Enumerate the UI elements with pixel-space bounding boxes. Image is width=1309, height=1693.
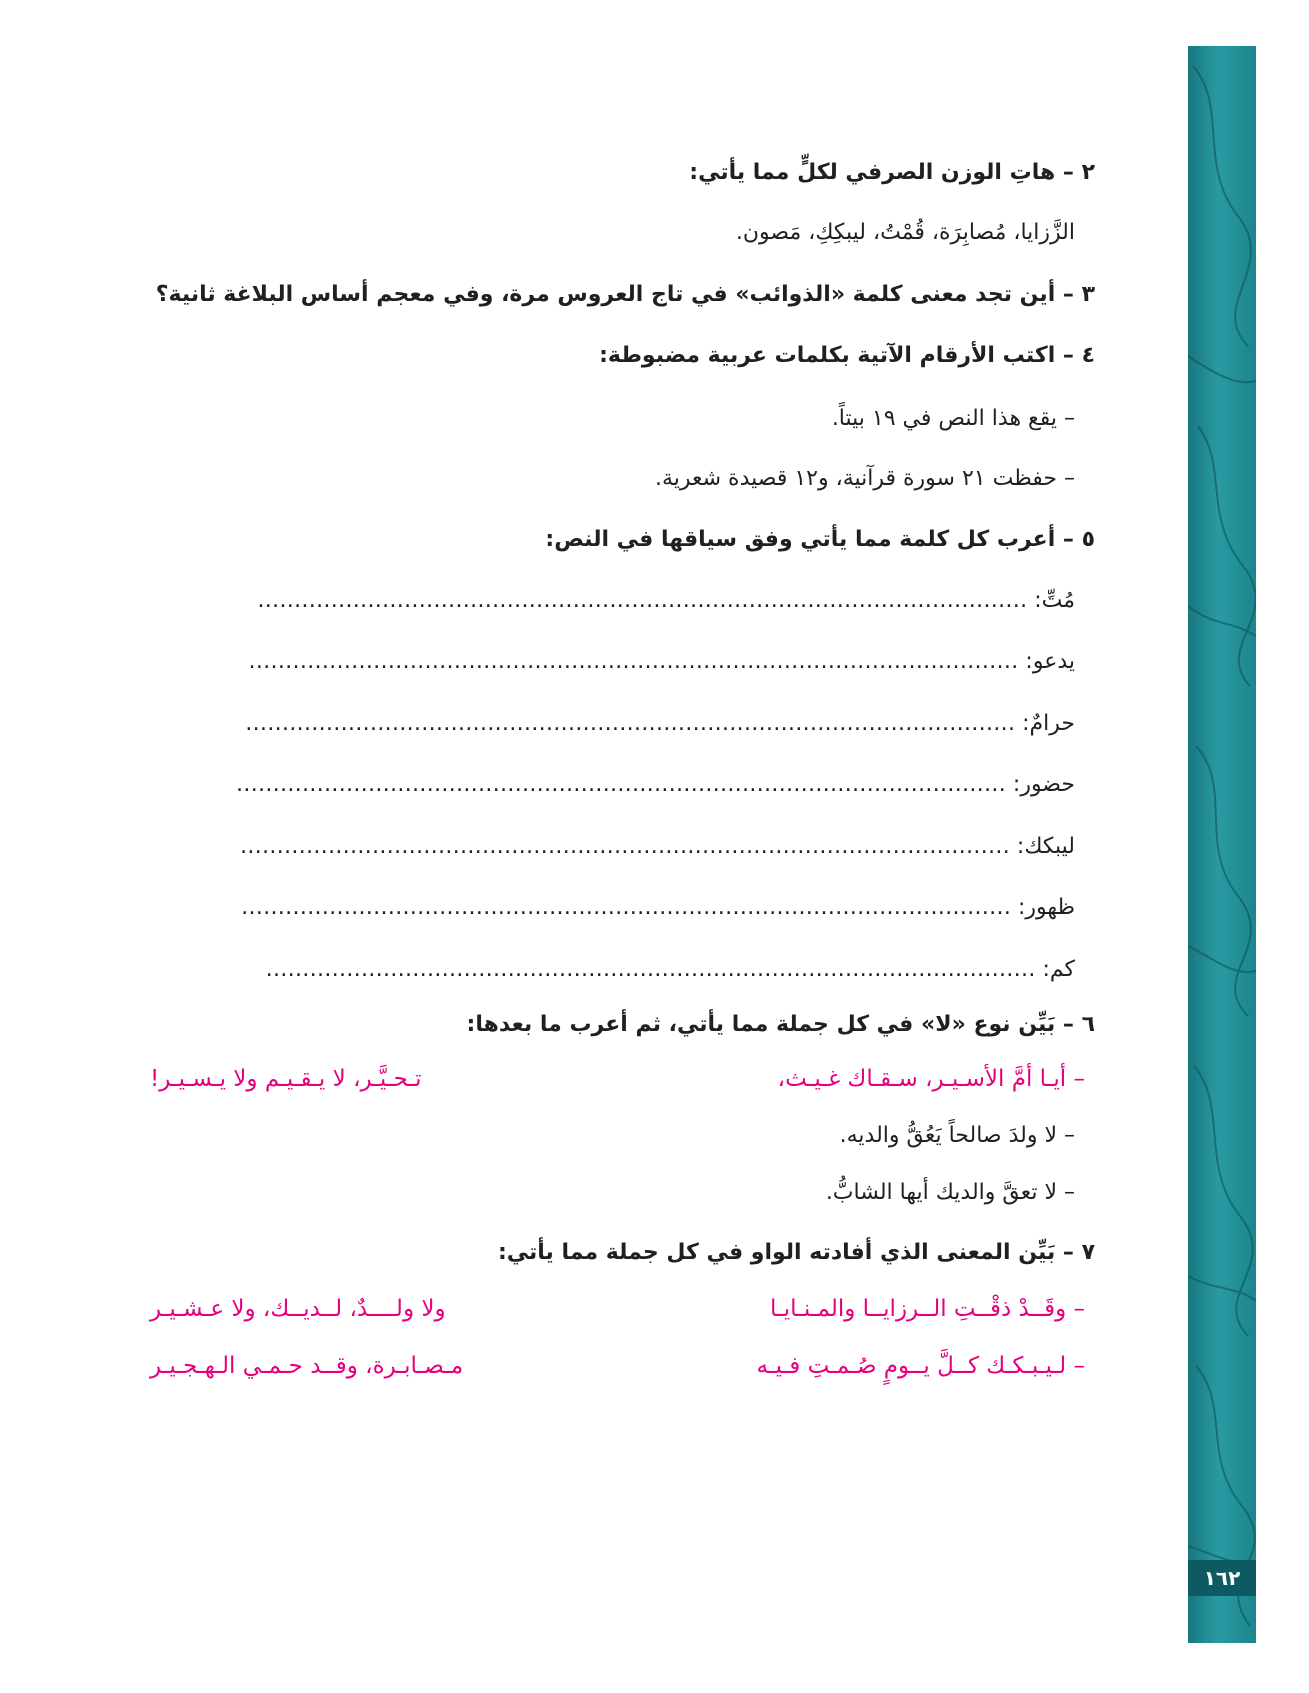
question-3-title: ٣ – أين تجد معنى كلمة «الذوائب» في تاج العروس مرة، وفي معجم أساس البلاغة ثانية؟	[155, 282, 1095, 307]
question-4-title: ٤ – اكتب الأرقام الآتية بكلمات عربية مضبوطة:	[599, 343, 1095, 368]
answer-dots: ……………………………………………………………………………………………	[245, 711, 1016, 736]
parse-word: كم:	[1042, 957, 1075, 982]
decorative-side-band	[1188, 46, 1256, 1643]
parse-word: ليبكك:	[1016, 834, 1075, 859]
verse-first-hemistich: – أيـا أمَّ الأسـيـر، سـقـاك غـيـث،	[777, 1066, 1085, 1092]
parse-line-2	[248, 649, 1075, 674]
answer-dots: ……………………………………………………………………………………………	[240, 895, 1011, 920]
question-6-item-2: – لا تعقَّ والديك أيها الشابُّ.	[825, 1180, 1075, 1205]
answer-dots: ……………………………………………………………………………………………	[257, 588, 1028, 613]
question-7-title: ٧ – بَيِّن المعنى الذي أفادته الواو في كل جملة مما يأتي:	[497, 1240, 1095, 1265]
question-4-item-1: – يقع هذا النص في ١٩ بيتاً.	[831, 406, 1075, 431]
parse-line-6	[241, 895, 1075, 920]
verse-first-hemistich: – وقَــدْ ذقْــتِ الــرزايــا والمـنـايـا	[769, 1296, 1085, 1322]
parse-word: حرامٌ:	[1022, 711, 1075, 736]
parse-line-3	[245, 711, 1075, 736]
verse-first-hemistich: – لـيـبـكـك كــلَّ يــومٍ صُـمـتِ فـيـه	[756, 1353, 1085, 1379]
answer-dots: ……………………………………………………………………………………………	[239, 834, 1010, 859]
question-7-verse-1	[150, 1296, 1085, 1322]
parse-line-4	[236, 772, 1075, 797]
parse-line-5	[240, 834, 1075, 859]
wave-pattern-icon	[1188, 46, 1256, 1643]
question-2-words: الزَّزايا، مُصابِرَة، قُمْتُ، ليبكِكِ، مَصون.	[735, 220, 1075, 245]
question-5-title: ٥ – أعرب كل كلمة مما يأتي وفق سياقها في النص:	[545, 527, 1095, 552]
page-number: ١٦٢	[1188, 1560, 1256, 1596]
question-6-title: ٦ – بَيِّن نوع «لا» في كل جملة مما يأتي، ثم أعرب ما بعدها:	[466, 1012, 1095, 1037]
verse-second-hemistich: تـحـيَّـر، لا يـقـيـم ولا يـسـيـر!	[150, 1066, 422, 1092]
parse-line-1	[257, 588, 1075, 613]
answer-dots: ……………………………………………………………………………………………	[248, 649, 1019, 674]
parse-word: حضور:	[1012, 772, 1075, 797]
parse-word: ظهور:	[1017, 895, 1075, 920]
parse-line-7	[265, 957, 1075, 982]
question-6-verse	[150, 1066, 1085, 1092]
answer-dots: ……………………………………………………………………………………………	[265, 957, 1036, 982]
parse-word: مُتِّ:	[1034, 588, 1075, 613]
question-7-verse-2	[150, 1353, 1085, 1379]
question-2-title: ٢ – هاتِ الوزن الصرفي لكلٍّ مما يأتي:	[689, 160, 1095, 185]
verse-second-hemistich: ولا ولــــدٌ، لــديــك، ولا عـشـيـر	[150, 1296, 446, 1322]
exercise-content	[150, 0, 1095, 1693]
parse-word: يدعو:	[1025, 649, 1075, 674]
answer-dots: ……………………………………………………………………………………………	[235, 772, 1006, 797]
question-4-item-2: – حفظت ٢١ سورة قرآنية، و١٢ قصيدة شعرية.	[654, 466, 1075, 491]
question-6-item-1: – لا ولدَ صالحاً يَعُقُّ والديه.	[839, 1123, 1075, 1148]
verse-second-hemistich: مـصـابـرة، وقــد حـمـي الـهـجـيـر	[150, 1353, 464, 1379]
